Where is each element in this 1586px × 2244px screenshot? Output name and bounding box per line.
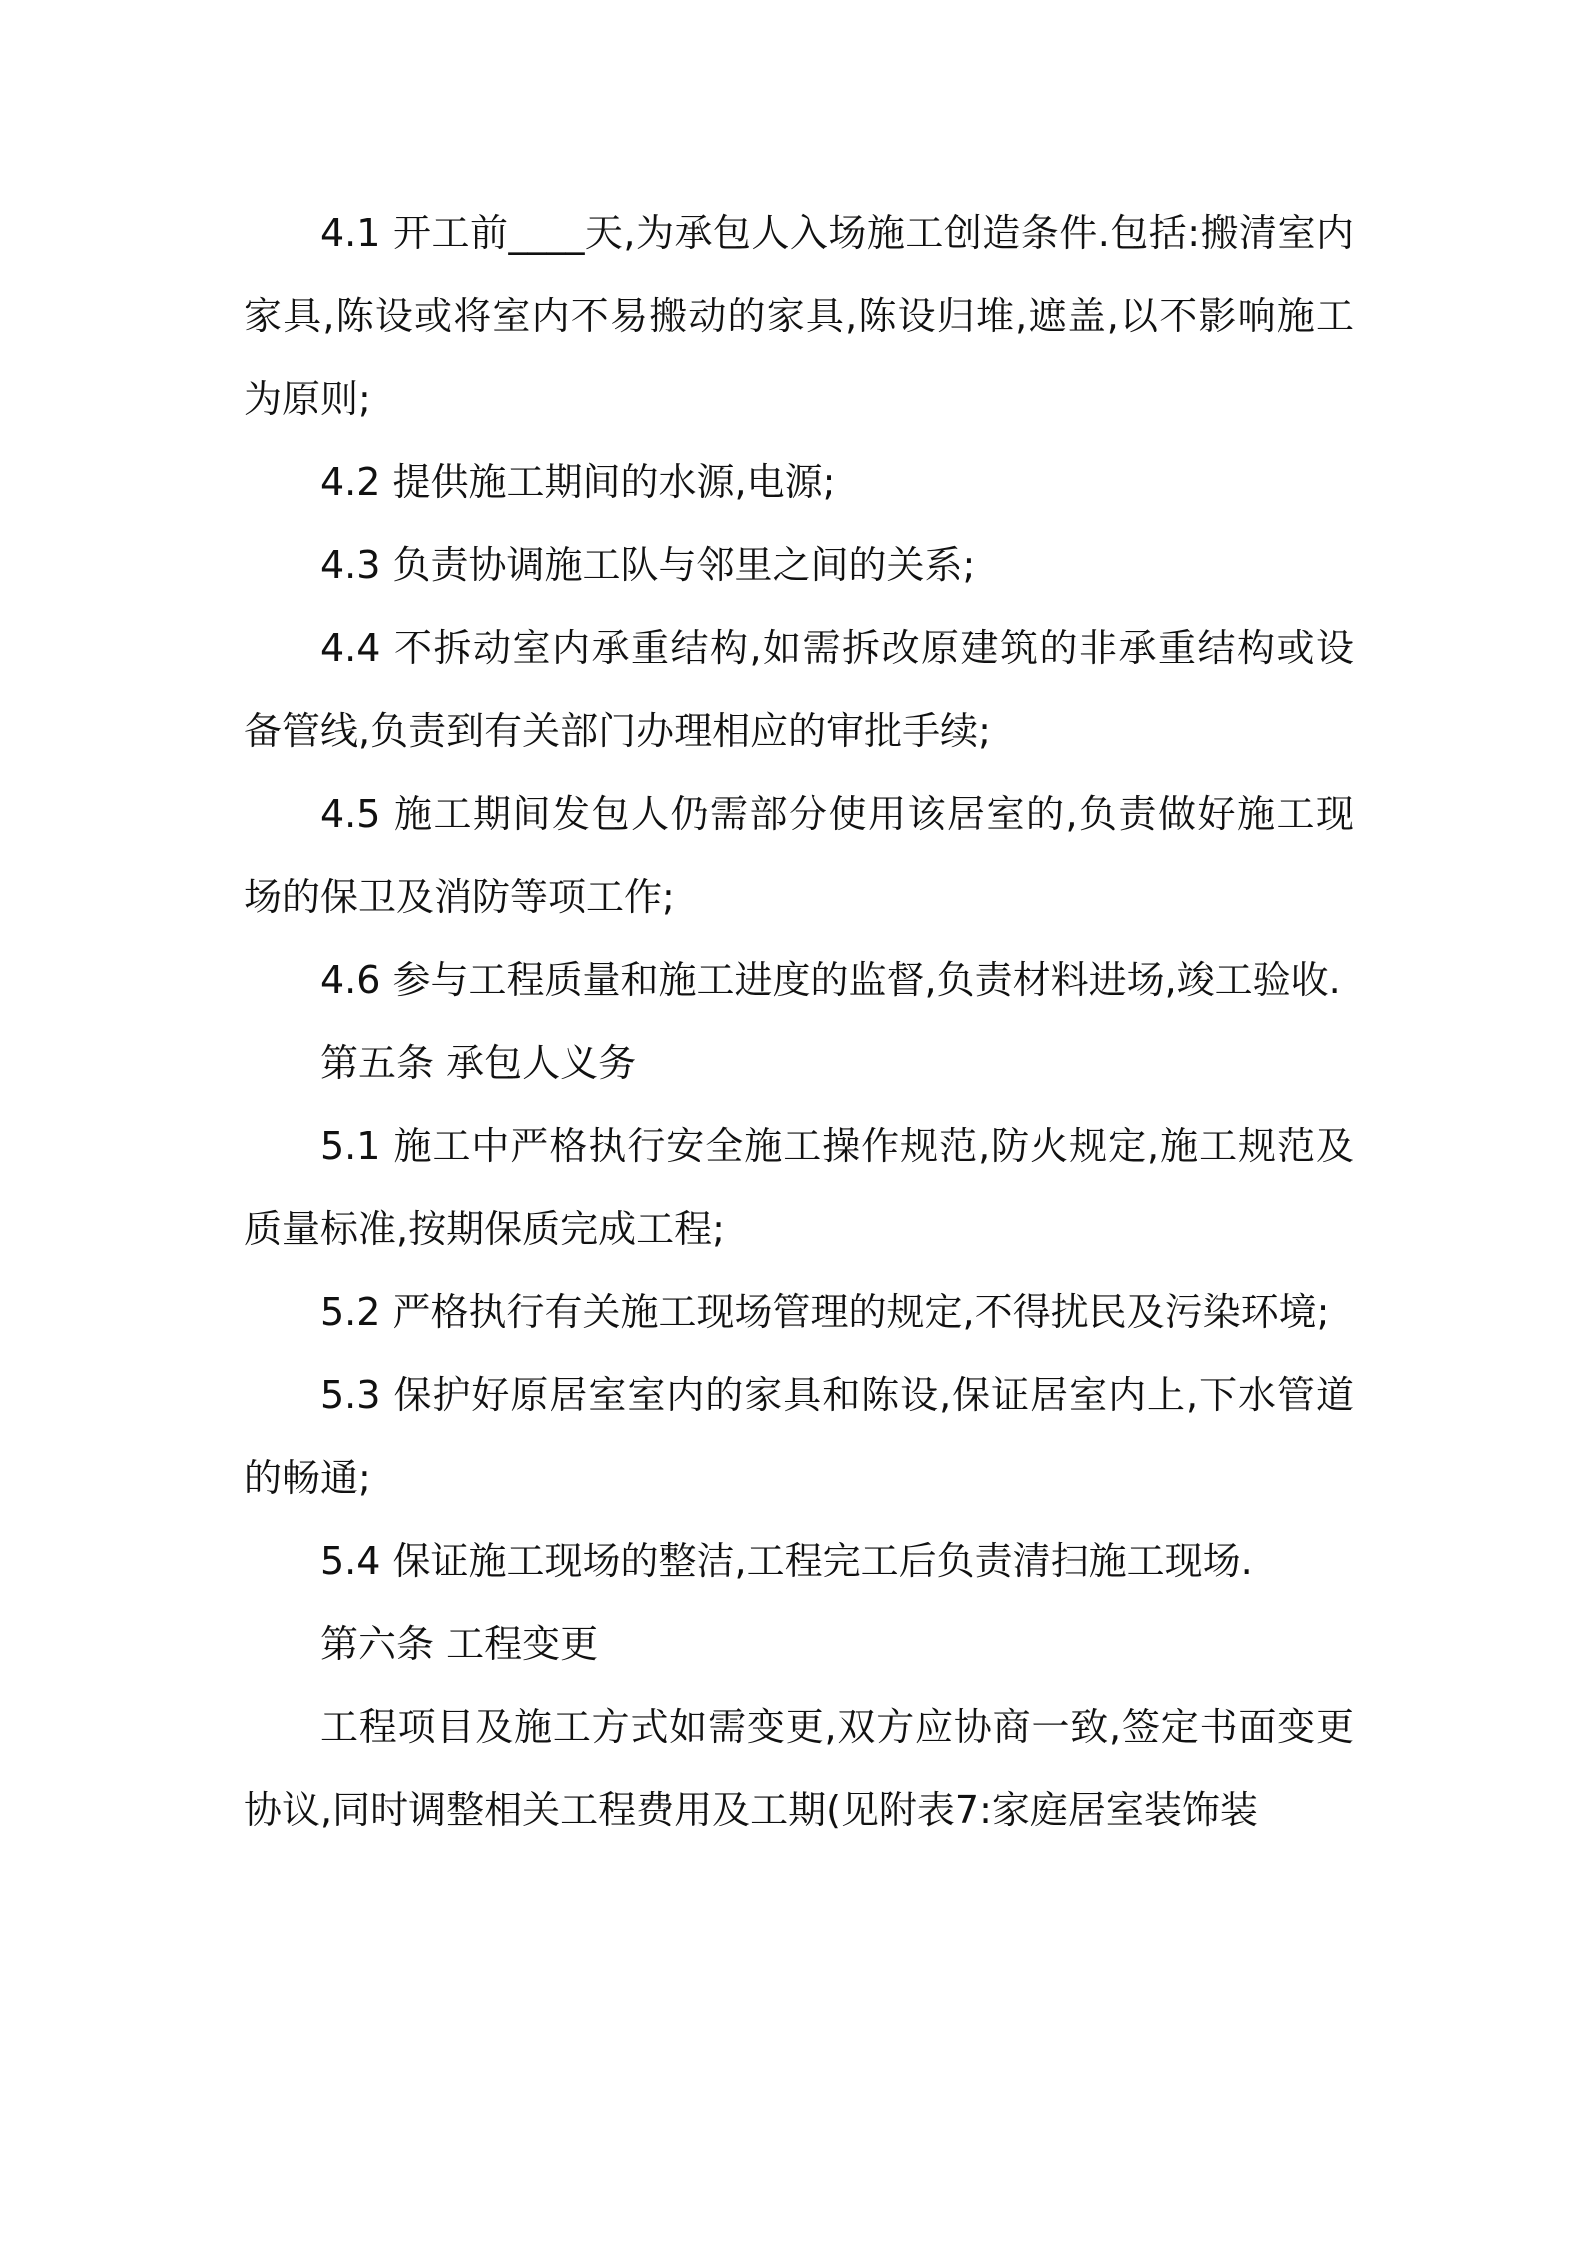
clause-4-6: 4.6 参与工程质量和施工进度的监督,负责材料进场,竣工验收.	[320, 958, 1341, 1002]
clause-4-2: 4.2 提供施工期间的水源,电源;	[320, 460, 836, 504]
article-6-text: 工程项目及施工方式如需变更,双方应协商一致,签定书面变更协议,同时调整相关工程费用及工期(见附表7:家庭居室装饰装	[244, 1705, 1354, 1832]
clause-4-4: 4.4 不拆动室内承重结构,如需拆改原建筑的非承重结构或设备管线,负责到有关部门办理相应的审批手续;	[244, 626, 1354, 753]
clause-5-2: 5.2 严格执行有关施工现场管理的规定,不得扰民及污染环境;	[320, 1290, 1330, 1334]
clause-5-3: 5.3 保护好原居室室内的家具和陈设,保证居室内上,下水管道的畅通;	[244, 1373, 1354, 1500]
clause-4-3: 4.3 负责协调施工队与邻里之间的关系;	[320, 543, 976, 587]
clause-4-1: 4.1 开工前____天,为承包人入场施工创造条件.包括:搬清室内家具,陈设或将室内不易搬动的家具,陈设归堆,遮盖,以不影响施工为原则;	[244, 211, 1354, 421]
article-6-heading: 第六条 工程变更	[320, 1622, 599, 1666]
clause-5-4: 5.4 保证施工现场的整洁,工程完工后负责清扫施工现场.	[320, 1539, 1253, 1583]
article-5-heading: 第五条 承包人义务	[320, 1041, 637, 1085]
clause-4-5: 4.5 施工期间发包人仍需部分使用该居室的,负责做好施工现场的保卫及消防等项工作;	[244, 792, 1354, 919]
clause-5-1: 5.1 施工中严格执行安全施工操作规范,防火规定,施工规范及质量标准,按期保质完成工程;	[244, 1124, 1354, 1251]
document-body	[244, 192, 1354, 1852]
